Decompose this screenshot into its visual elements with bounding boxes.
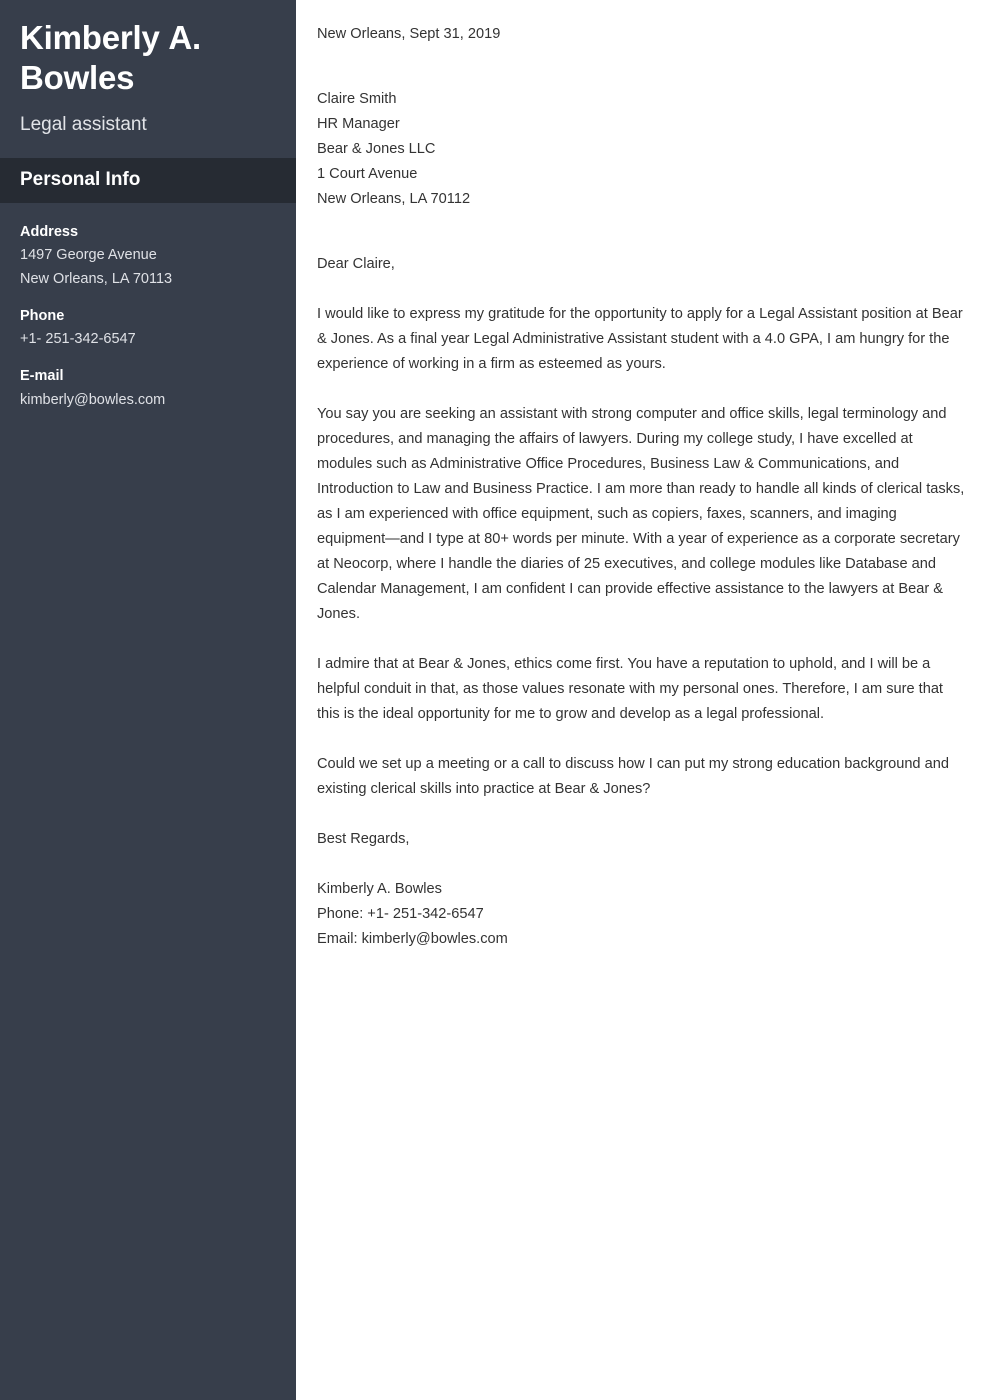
sidebar [0, 0, 296, 1400]
recipient-name: Claire Smith [317, 91, 397, 107]
applicant-name: Kimberly A. Bowles [20, 19, 201, 97]
contact-value-address-city: New Orleans, LA 70113 [20, 270, 173, 287]
contact-label-phone: Phone [20, 307, 65, 324]
personal-info-heading: Personal Info [20, 169, 141, 191]
recipient-title: HR Manager [317, 116, 400, 132]
date-line: New Orleans, Sept 31, 2019 [317, 26, 501, 42]
contact-group-phone [20, 305, 276, 352]
contact-list [0, 203, 296, 412]
signature-phone: Phone: +1- 251-342-6547 [317, 906, 484, 922]
personal-info-band [0, 158, 296, 203]
signature-name: Kimberly A. Bowles [317, 881, 442, 897]
recipient-block [317, 87, 966, 212]
recipient-city: New Orleans, LA 70112 [317, 191, 471, 207]
contact-group-email [20, 365, 276, 412]
signoff-line: Best Regards, [317, 831, 410, 847]
date-block [317, 22, 966, 47]
signoff-block [317, 827, 966, 852]
letter-paragraph-1: I would like to express my gratitude for the opportunity to apply for a Legal Assistant position at Bear & Jones. As a final year Legal Administrative Assistant student with a 4.0 GPA, I am hungry for the experience of working in a firm as esteemed as yours. [317, 306, 963, 372]
recipient-company: Bear & Jones LLC [317, 141, 436, 157]
letter-paragraph-2: You say you are seeking an assistant with strong computer and office skills, legal terminology and procedures, and managing the affairs of lawyers. During my college study, I have excelled at modules such as Administrative Office Procedures, Business Law & Communications, and Introduction to Law and Business Practice. I am more than ready to handle all kinds of clerical tasks, as I am experienced with office equipment, such as copiers, faxes, scanners, and imaging equipment—and I type at 80+ words per minute. With a year of experience as a corporate secretary at Neocorp, where I handle the diaries of 25 executives, and college modules like Database and Calendar Management, I am confident I can provide effective assistance to the lawyers at Bear & Jones. [317, 406, 965, 622]
signature-email: Email: kimberly@bowles.com [317, 931, 508, 947]
applicant-job-title: Legal assistant [20, 113, 147, 135]
contact-value-phone[interactable]: +1- 251-342-6547 [20, 331, 136, 348]
recipient-street: 1 Court Avenue [317, 166, 418, 182]
contact-value-address-street: 1497 George Avenue [20, 247, 157, 264]
letter-body [296, 0, 990, 1400]
contact-group-address [20, 221, 276, 291]
salutation-block [317, 252, 966, 277]
salutation-line: Dear Claire, [317, 256, 395, 272]
letter-paragraph-4: Could we set up a meeting or a call to discuss how I can put my strong education background and existing clerical skills into practice at Bear & Jones? [317, 756, 949, 797]
contact-label-address: Address [20, 223, 79, 240]
signature-block [317, 877, 966, 952]
sidebar-header [0, 0, 296, 137]
contact-label-email: E-mail [20, 368, 64, 385]
letter-paragraph-3: I admire that at Bear & Jones, ethics come first. You have a reputation to uphold, and I will be a helpful conduit in that, as those values resonate with my personal ones. Therefore, I am sure that this is the ideal opportunity for me to grow and develop as a legal professional. [317, 656, 943, 722]
contact-value-email[interactable]: kimberly@bowles.com [20, 391, 166, 408]
